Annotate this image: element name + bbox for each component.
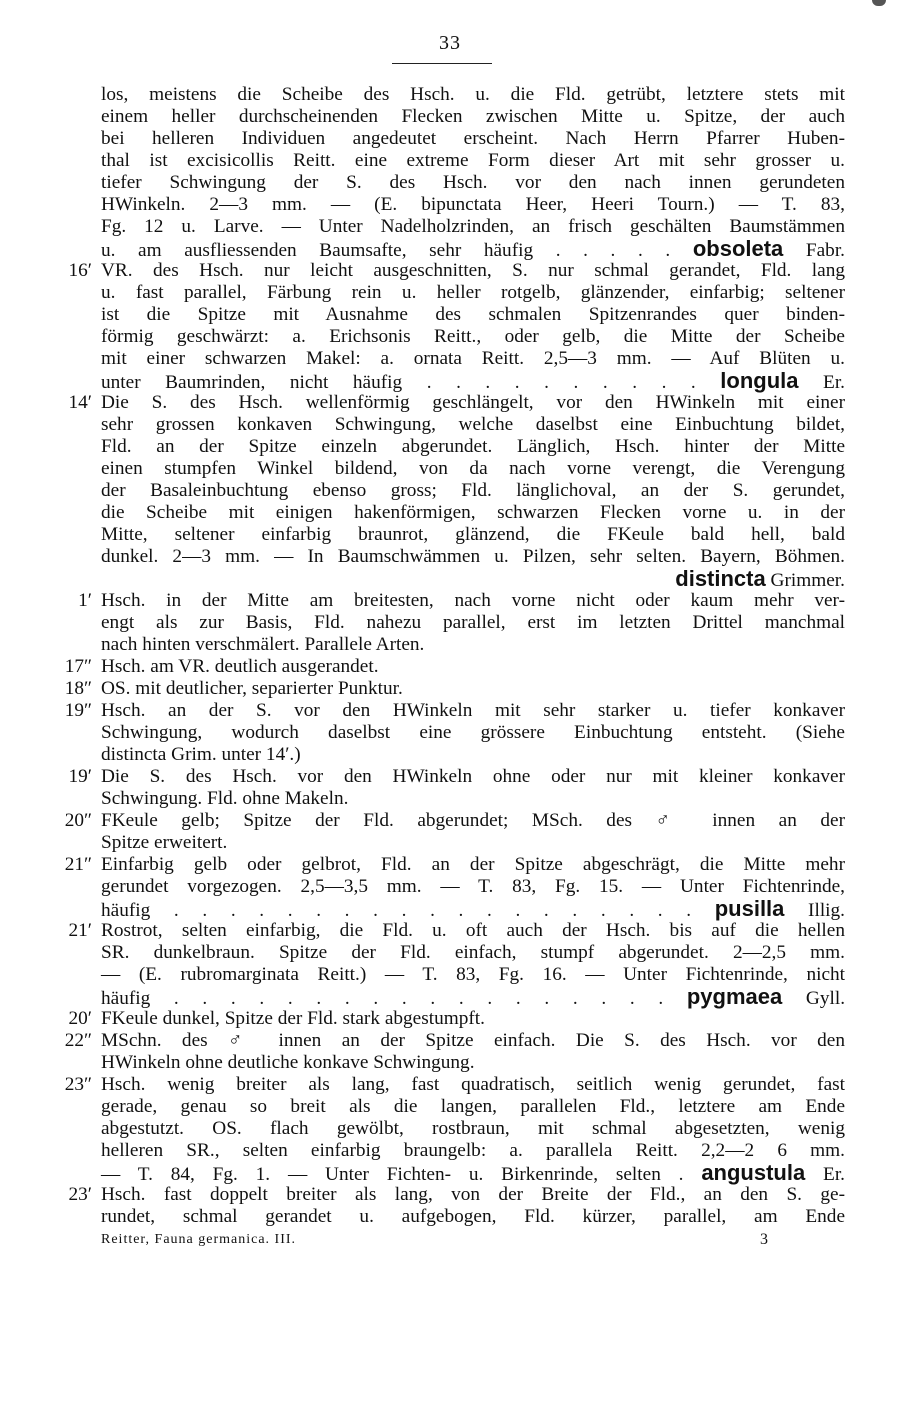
text-line: die Scheibe mit einigen hakenförmigen, schwarzen Flecken vorne u. in der <box>101 502 845 523</box>
text-line: Die S. des Hsch. vor den HWinkeln ohne oder nur mit kleiner konkaver <box>101 766 845 787</box>
couplet-label: 23″ <box>64 1074 92 1095</box>
text-line: mit einer schwarzen Makel: a. ornata Reitt. 2,5—3 mm. — Auf Blüten u. <box>101 348 845 369</box>
text-line: Hsch. in der Mitte am breitesten, nach vorne nicht oder kaum mehr ver- <box>101 590 845 611</box>
text-line: OS. mit deutlicher, separierter Punktur. <box>101 678 403 699</box>
couplet-label: 20′ <box>68 1008 92 1029</box>
text-line: u. am ausfliessenden Baumsafte, sehr häufig . . . . . obsoleta Fabr. <box>101 236 845 261</box>
text-line: engt als zur Basis, Fld. nahezu parallel, erst im letzten Drittel manchmal <box>101 612 845 633</box>
text-line: HWinkeln. 2—3 mm. — (E. bipunctata Heer, Heeri Tourn.) — T. 83, <box>101 194 845 215</box>
couplet-label: 21″ <box>64 854 92 875</box>
text-line: unter Baumrinden, nicht häufig . . . . . . . . . . longula Er. <box>101 368 846 393</box>
text-line: u. fast parallel, Färbung rein u. heller rotgelb, glänzender, einfarbig; seltener <box>101 282 845 303</box>
text-line: distincta Grim. unter 14′.) <box>101 744 301 765</box>
couplet-label: 17″ <box>64 656 92 677</box>
header-rule <box>392 63 492 64</box>
couplet-label: 19′ <box>68 766 92 787</box>
couplet-label: 1′ <box>78 590 92 611</box>
text-line: dunkel. 2—3 mm. — In Baumschwämmen u. Pilzen, sehr selten. Bayern, Böhmen. <box>101 546 845 567</box>
scan-corner-mark <box>872 0 886 6</box>
text-line: los, meistens die Scheibe des Hsch. u. die Fld. getrübt, letztere stets mit <box>101 84 845 105</box>
text-line: SR. dunkelbraun. Spitze der Fld. einfach, stumpf abgerundet. 2—2,5 mm. <box>101 942 845 963</box>
text-line: einem heller durchscheinenden Flecken zwischen Mitte u. Spitze, der auch <box>101 106 845 127</box>
text-line: häufig . . . . . . . . . . . . . . . . . . . pusilla Illig. <box>101 896 846 921</box>
couplet-label: 18″ <box>64 678 92 699</box>
text-line: gerundet vorgezogen. 2,5—3,5 mm. — T. 83, Fg. 15. — Unter Fichtenrinde, <box>101 876 845 897</box>
text-line: gerade, genau so breit als die langen, parallelen Fld., letztere am Ende <box>101 1096 845 1117</box>
couplet-label: 22″ <box>64 1030 92 1051</box>
text-line: nach hinten verschmälert. Parallele Arten. <box>101 634 425 655</box>
couplet-label: 20″ <box>64 810 92 831</box>
text-line: ist die Spitze mit Ausnahme des schmalen Spitzenrandes quer binden- <box>101 304 845 325</box>
text-line: sehr grossen konkaven Schwingung, welche daselbst eine Einbuchtung bildet, <box>101 414 845 435</box>
text-line: einen stumpfen Winkel bildend, von da nach vorne verengt, die Verengung <box>101 458 845 479</box>
text-line: FKeule dunkel, Spitze der Fld. stark abgestumpft. <box>101 1008 485 1029</box>
text-line: Rostrot, selten einfarbig, die Fld. u. oft auch der Hsch. bis auf die hellen <box>101 920 845 941</box>
page-number: 33 <box>439 32 461 54</box>
text-line: Hsch. wenig breiter als lang, fast quadratisch, seitlich wenig gerundet, fast <box>101 1074 845 1095</box>
text-line: rundet, schmal gerandet u. aufgebogen, Fld. kürzer, parallel, am Ende <box>101 1206 845 1227</box>
footer-signature: 3 <box>760 1231 768 1248</box>
text-line: — T. 84, Fg. 1. — Unter Fichten- u. Birkenrinde, selten . angustula Er. <box>101 1160 845 1185</box>
text-line: bei helleren Individuen angedeutet erscheint. Nach Herrn Pfarrer Huben- <box>101 128 845 149</box>
text-line: — (E. rubromarginata Reitt.) — T. 83, Fg. 16. — Unter Fichtenrinde, nicht <box>101 964 845 985</box>
text-line: MSchn. des ♂ innen an der Spitze einfach. Die S. des Hsch. vor den <box>101 1030 845 1051</box>
couplet-label: 23′ <box>68 1184 92 1205</box>
text-line: förmig geschwärzt: a. Erichsonis Reitt., oder gelb, die Mitte der Scheibe <box>101 326 845 347</box>
couplet-label: 19″ <box>64 700 92 721</box>
text-line: Fld. an der Spitze einzeln abgerundet. Länglich, Hsch. hinter der Mitte <box>101 436 845 457</box>
text-line: Fg. 12 u. Larve. — Unter Nadelholzrinden, an frisch geschälten Baumstämmen <box>101 216 845 237</box>
text-line: Mitte, seltener einfarbig braunrot, glänzend, die FKeule bald hell, bald <box>101 524 845 545</box>
text-line: Hsch. an der S. vor den HWinkeln mit sehr starker u. tiefer konkaver <box>101 700 845 721</box>
text-line: Hsch. fast doppelt breiter als lang, von der Breite der Fld., an den S. ge- <box>101 1184 845 1205</box>
text-line: VR. des Hsch. nur leicht ausgeschnitten, S. nur schmal gerandet, Fld. lang <box>101 260 845 281</box>
text-line: Die S. des Hsch. wellenförmig geschlängelt, vor den HWinkeln mit einer <box>101 392 845 413</box>
text-line: HWinkeln ohne deutliche konkave Schwingung. <box>101 1052 475 1073</box>
footer-left: Reitter, Fauna germanica. III. <box>101 1232 297 1247</box>
text-line: thal ist excisicollis Reitt. eine extreme Form dieser Art mit sehr grosser u. <box>101 150 845 171</box>
text-line: der Basaleinbuchtung ebenso gross; Fld. länglichoval, an der S. gerundet, <box>101 480 845 501</box>
couplet-label: 21′ <box>68 920 92 941</box>
text-line: häufig . . . . . . . . . . . . . . . . . . pygmaea Gyll. <box>101 984 846 1009</box>
text-line: Einfarbig gelb oder gelbrot, Fld. an der Spitze abgeschrägt, die Mitte mehr <box>101 854 845 875</box>
text-line: Hsch. am VR. deutlich ausgerandet. <box>101 656 379 677</box>
text-line: helleren SR., selten einfarbig braungelb: a. parallela Reitt. 2,2—2 6 mm. <box>101 1140 845 1161</box>
text-line: Schwingung. Fld. ohne Makeln. <box>101 788 349 809</box>
couplet-label: 16′ <box>68 260 92 281</box>
text-line: abgestutzt. OS. flach gewölbt, rostbraun, mit schmal abgesetzten, wenig <box>101 1118 845 1139</box>
text-line: Spitze erweitert. <box>101 832 228 853</box>
text-line: FKeule gelb; Spitze der Fld. abgerundet; MSch. des ♂ innen an der <box>101 810 845 831</box>
text-line: Schwingung, wodurch daselbst eine grössere Einbuchtung entsteht. (Siehe <box>101 722 845 743</box>
couplet-label: 14′ <box>68 392 92 413</box>
text-line: tiefer Schwingung der S. des Hsch. vor den nach innen gerundeten <box>101 172 845 193</box>
text-line: distincta Grimmer. <box>675 566 845 591</box>
